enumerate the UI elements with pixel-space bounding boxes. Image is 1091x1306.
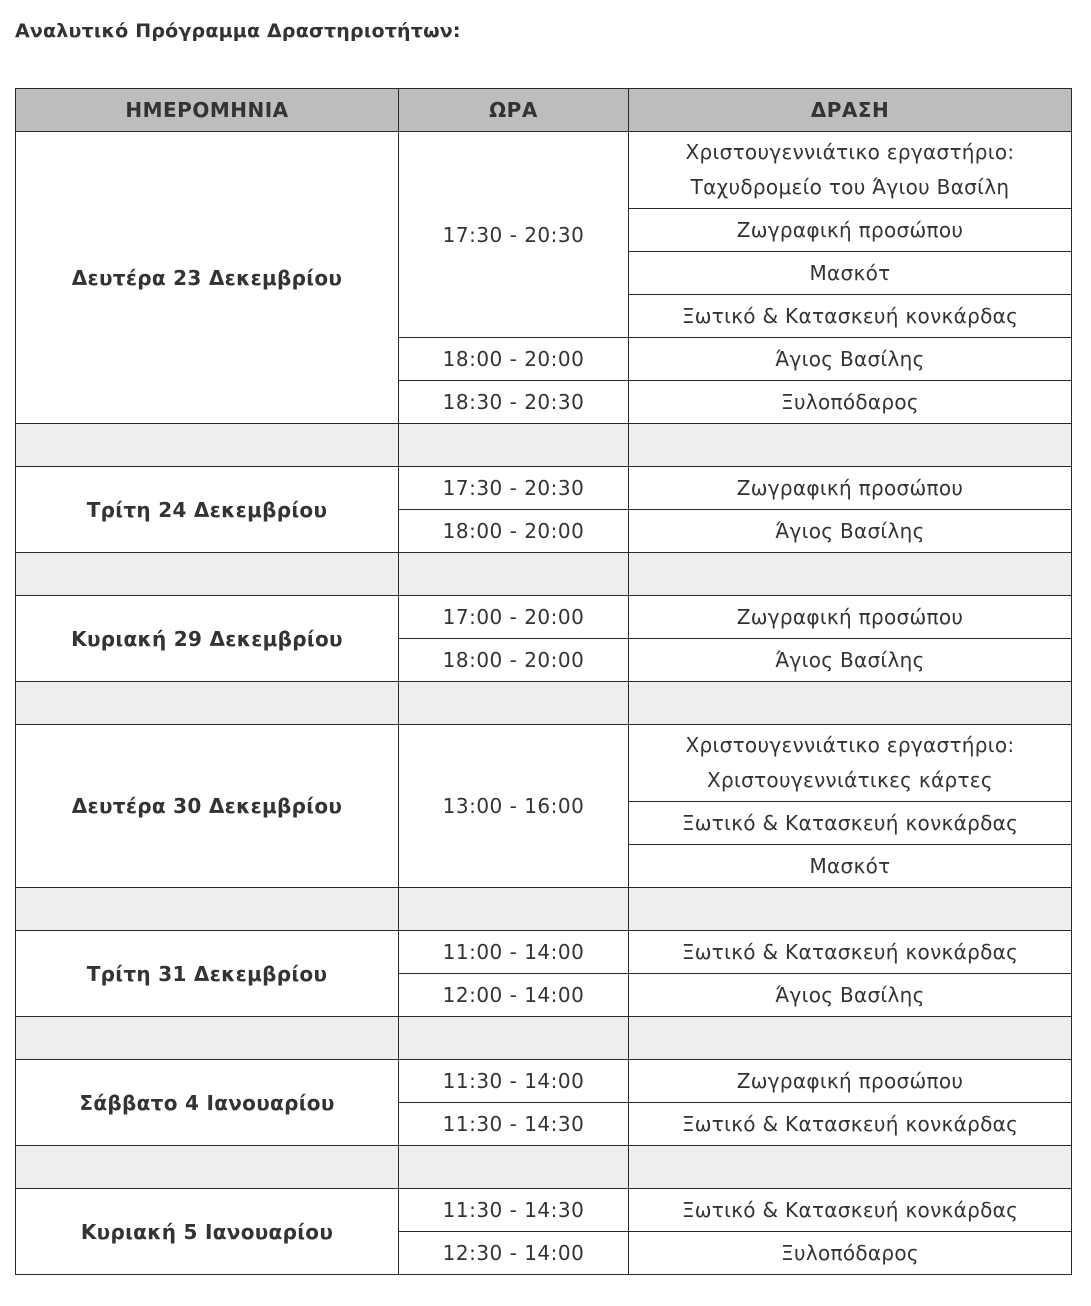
activity-text: Άγιος Βασίλης xyxy=(775,647,925,672)
activity-text: Άγιος Βασίλης xyxy=(775,982,925,1007)
activity-cell xyxy=(629,845,1072,888)
header-date: ΗΜΕΡΟΜΗΝΙΑ xyxy=(16,89,399,132)
time-cell: 12:30 - 14:00 xyxy=(399,1232,629,1275)
table-row xyxy=(16,1189,1072,1232)
time-cell: 18:00 - 20:00 xyxy=(399,510,629,553)
activity-text: Ζωγραφική προσώπου xyxy=(736,475,964,500)
activity-text: Ξωτικό & Κατασκευή κονκάρδας xyxy=(681,1111,1019,1136)
activity-text: Ζωγραφική προσώπου xyxy=(736,217,964,242)
page-title: Αναλυτικό Πρόγραμμα Δραστηριοτήτων: xyxy=(15,20,461,42)
activity-text-line2: Ταχυδρομείο του Άγιου Βασίλη xyxy=(690,175,1010,199)
activity-text: Ξωτικό & Κατασκευή κονκάρδας xyxy=(681,303,1019,328)
activity-cell xyxy=(629,467,1072,510)
date-cell: Κυριακή 5 Ιανουαρίου xyxy=(16,1189,399,1275)
time-cell: 17:00 - 20:00 xyxy=(399,596,629,639)
activity-cell xyxy=(629,639,1072,682)
activity-text: Ξυλοπόδαρος xyxy=(781,1240,919,1265)
time-cell: 18:00 - 20:00 xyxy=(399,338,629,381)
date-cell: Σάββατο 4 Ιανουαρίου xyxy=(16,1060,399,1146)
activity-text: Μασκότ xyxy=(809,853,891,878)
activity-text: Άγιος Βασίλης xyxy=(775,518,925,543)
spacer-cell xyxy=(16,553,399,596)
time-cell: 11:30 - 14:30 xyxy=(399,1189,629,1232)
activity-cell xyxy=(629,974,1072,1017)
activity-cell xyxy=(629,381,1072,424)
spacer-row xyxy=(16,424,1072,467)
spacer-cell xyxy=(16,1017,399,1060)
spacer-cell xyxy=(629,1017,1072,1060)
spacer-cell xyxy=(399,1146,629,1189)
spacer-cell xyxy=(16,1146,399,1189)
schedule-body xyxy=(16,132,1072,1275)
table-header-row xyxy=(16,89,1072,132)
activity-cell xyxy=(629,510,1072,553)
table-row xyxy=(16,596,1072,639)
activity-cell xyxy=(629,1060,1072,1103)
spacer-cell xyxy=(399,1017,629,1060)
spacer-cell xyxy=(399,682,629,725)
date-cell: Κυριακή 29 Δεκεμβρίου xyxy=(16,596,399,682)
spacer-cell xyxy=(629,424,1072,467)
date-cell: Τρίτη 31 Δεκεμβρίου xyxy=(16,931,399,1017)
activity-cell xyxy=(629,596,1072,639)
table-row xyxy=(16,931,1072,974)
activity-cell xyxy=(629,725,1072,802)
table-row xyxy=(16,132,1072,209)
activity-text: Ξωτικό & Κατασκευή κονκάρδας xyxy=(681,810,1019,835)
activity-text: Χριστουγεννιάτικο εργαστήριο: xyxy=(685,733,1015,757)
activity-text-line2: Χριστουγεννιάτικες κάρτες xyxy=(707,768,993,792)
activity-text: Άγιος Βασίλης xyxy=(775,346,925,371)
spacer-cell xyxy=(16,888,399,931)
activity-text: Μασκότ xyxy=(809,260,891,285)
time-cell: 11:30 - 14:00 xyxy=(399,1060,629,1103)
header-action: ΔΡΑΣΗ xyxy=(629,89,1072,132)
time-cell: 12:00 - 14:00 xyxy=(399,974,629,1017)
table-row xyxy=(16,725,1072,802)
time-cell: 18:00 - 20:00 xyxy=(399,639,629,682)
activity-cell xyxy=(629,1189,1072,1232)
time-cell: 17:30 - 20:30 xyxy=(399,132,629,338)
spacer-row xyxy=(16,1017,1072,1060)
time-cell: 18:30 - 20:30 xyxy=(399,381,629,424)
schedule-table xyxy=(15,88,1072,1275)
date-cell: Δευτέρα 23 Δεκεμβρίου xyxy=(16,132,399,424)
spacer-row xyxy=(16,1146,1072,1189)
spacer-cell xyxy=(16,424,399,467)
activity-cell xyxy=(629,802,1072,845)
time-cell: 11:00 - 14:00 xyxy=(399,931,629,974)
spacer-row xyxy=(16,682,1072,725)
spacer-cell xyxy=(629,682,1072,725)
spacer-cell xyxy=(399,424,629,467)
header-time: ΩΡΑ xyxy=(399,89,629,132)
spacer-cell xyxy=(399,553,629,596)
time-cell: 17:30 - 20:30 xyxy=(399,467,629,510)
activity-text: Ξωτικό & Κατασκευή κονκάρδας xyxy=(681,939,1019,964)
spacer-row xyxy=(16,888,1072,931)
activity-cell xyxy=(629,931,1072,974)
activity-text: Ξυλοπόδαρος xyxy=(781,389,919,414)
table-row xyxy=(16,467,1072,510)
spacer-row xyxy=(16,553,1072,596)
spacer-cell xyxy=(399,888,629,931)
activity-cell xyxy=(629,295,1072,338)
activity-cell xyxy=(629,1103,1072,1146)
date-cell: Τρίτη 24 Δεκεμβρίου xyxy=(16,467,399,553)
time-cell: 13:00 - 16:00 xyxy=(399,725,629,888)
activity-text: Ξωτικό & Κατασκευή κονκάρδας xyxy=(681,1197,1019,1222)
spacer-cell xyxy=(16,682,399,725)
activity-text: Ζωγραφική προσώπου xyxy=(736,604,964,629)
activity-cell xyxy=(629,338,1072,381)
spacer-cell xyxy=(629,888,1072,931)
time-cell: 11:30 - 14:30 xyxy=(399,1103,629,1146)
table-row xyxy=(16,1060,1072,1103)
activity-cell xyxy=(629,132,1072,209)
activity-cell xyxy=(629,252,1072,295)
date-cell: Δευτέρα 30 Δεκεμβρίου xyxy=(16,725,399,888)
activity-cell xyxy=(629,209,1072,252)
activity-cell xyxy=(629,1232,1072,1275)
spacer-cell xyxy=(629,1146,1072,1189)
spacer-cell xyxy=(629,553,1072,596)
activity-text: Χριστουγεννιάτικο εργαστήριο: xyxy=(685,140,1015,164)
activity-text: Ζωγραφική προσώπου xyxy=(736,1068,964,1093)
